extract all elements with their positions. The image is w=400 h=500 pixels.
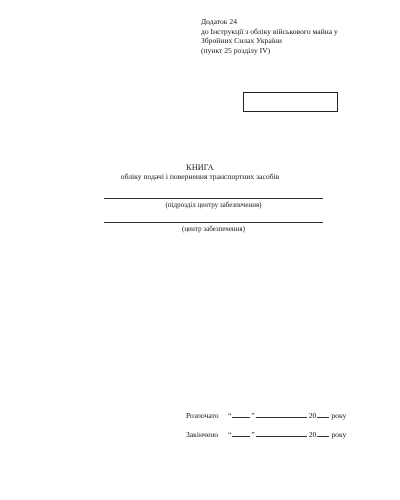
center-caption: (центр забезпечення) — [182, 225, 245, 233]
center-fill-line — [104, 222, 323, 223]
subdivision-fill-line — [104, 198, 323, 199]
annex-reference-cont: Збройних Силах України — [201, 36, 282, 46]
annex-clause: (пункт 25 розділу IV) — [201, 45, 271, 55]
started-day-blank — [232, 410, 250, 418]
quote-open: “ — [228, 430, 232, 439]
annex-number: Додаток 24 — [201, 17, 237, 26]
finished-day-blank — [232, 429, 250, 437]
started-label: Розпочато — [186, 411, 219, 420]
finished-date-row — [186, 429, 346, 439]
started-date-row — [186, 410, 346, 420]
quote-open: “ — [228, 411, 232, 420]
century-prefix: 20 — [308, 430, 317, 439]
registration-box — [243, 92, 338, 112]
book-subtitle: обліку подачі і повернення транспортних засобів — [120, 172, 280, 181]
annex-header — [201, 17, 391, 55]
quote-close: ” — [251, 411, 255, 420]
annex-reference: до Інструкції з обліку військового майна у — [201, 26, 338, 36]
year-word: року — [331, 430, 347, 439]
year-word: року — [331, 411, 347, 420]
started-month-blank — [256, 410, 307, 418]
subdivision-caption: (підрозділ центру забезпечення) — [165, 201, 262, 209]
started-year-blank — [317, 410, 329, 418]
finished-month-blank — [256, 429, 307, 437]
book-title: КНИГА — [186, 163, 214, 172]
finished-label: Закінчено — [186, 430, 219, 439]
century-prefix: 20 — [308, 411, 317, 420]
finished-year-blank — [317, 429, 329, 437]
quote-close: ” — [251, 430, 255, 439]
